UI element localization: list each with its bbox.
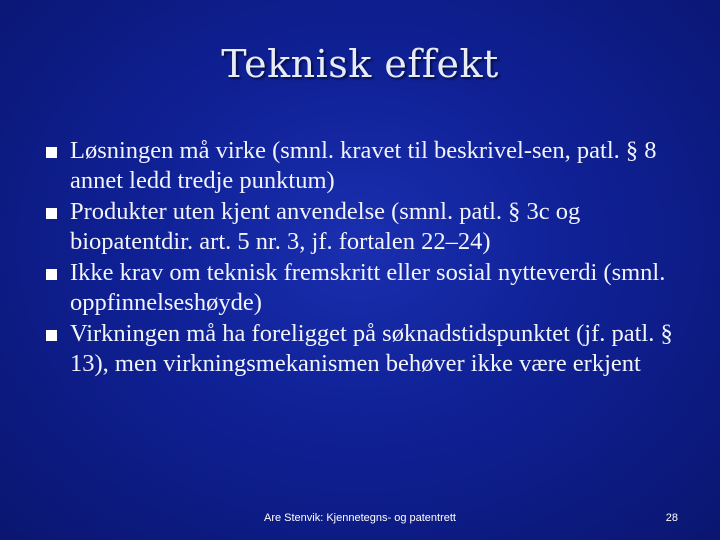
bullet-text: Virkningen må ha foreligget på søknadstidspunktet (jf. patl. § 13), men virkningsmekanismen behøver ikke være erkjent <box>70 320 673 377</box>
bullet-item <box>46 258 696 317</box>
bullet-text: Produkter uten kjent anvendelse (smnl. patl. § 3c og biopatentdir. art. 5 nr. 3, jf. fortalen 22–24) <box>70 198 581 255</box>
bullet-item <box>46 319 696 378</box>
bullet-text: Ikke krav om teknisk fremskritt eller sosial nytteverdi (smnl. oppfinnelseshøyde) <box>70 259 666 316</box>
slide-title: Teknisk effekt <box>221 42 499 86</box>
page-number: 28 <box>665 512 678 524</box>
square-bullet-icon <box>46 269 57 280</box>
square-bullet-icon <box>46 330 57 341</box>
bullet-item <box>46 197 696 256</box>
square-bullet-icon <box>46 147 57 158</box>
square-bullet-icon <box>46 208 57 219</box>
bullet-item <box>46 136 696 195</box>
slide-footer: Are Stenvik: Kjennetegns- og patentrett <box>263 512 456 524</box>
bullet-list <box>46 136 696 380</box>
bullet-text: Løsningen må virke (smnl. kravet til beskrivel-sen, patl. § 8 annet ledd tredje punktum) <box>70 137 657 194</box>
